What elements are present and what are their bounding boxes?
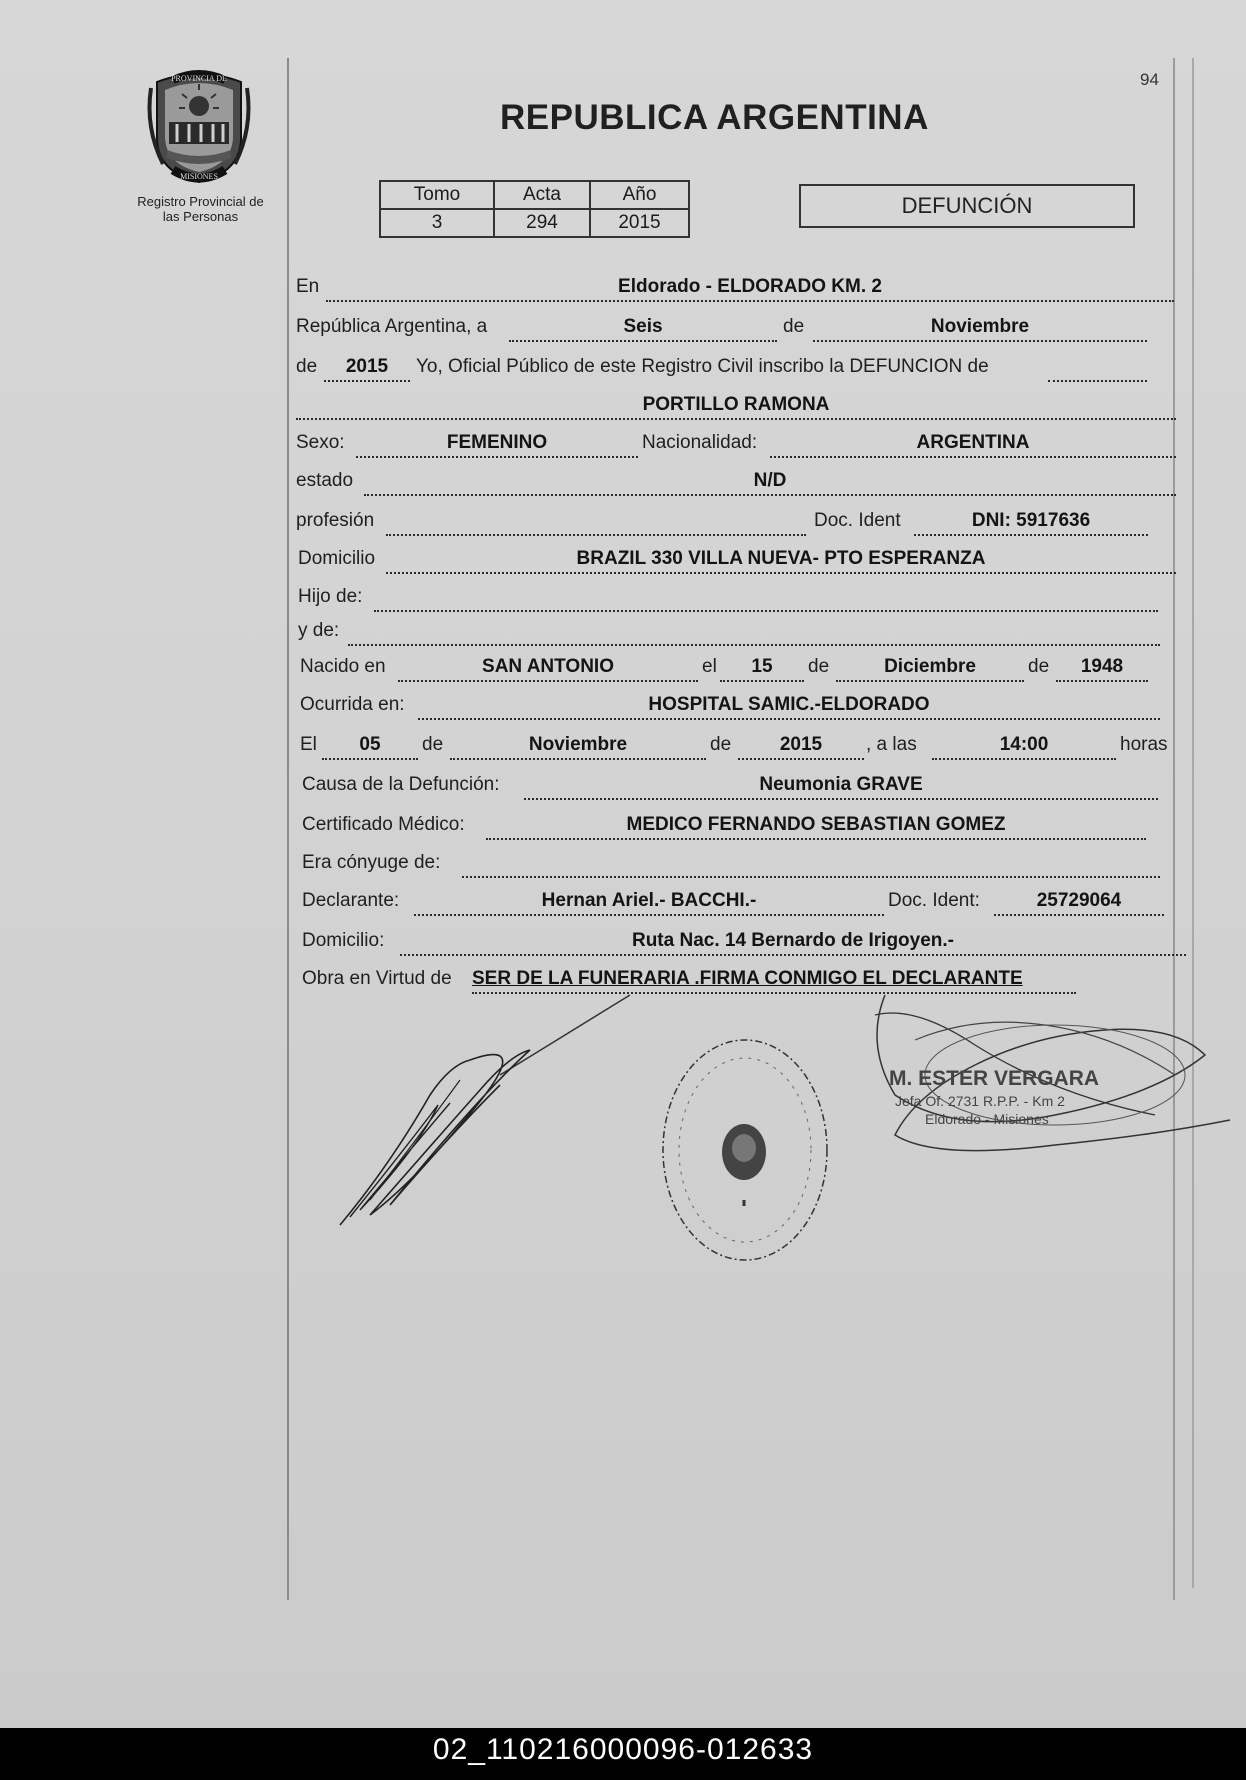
field-anio: 2015 xyxy=(324,356,410,382)
field-domicilio-2: Ruta Nac. 14 Bernardo de Irigoyen.- xyxy=(400,930,1186,956)
far-right-line xyxy=(1192,58,1194,1588)
page-number: 94 xyxy=(1140,70,1159,89)
official-name: M. ESTER VERGARA xyxy=(889,1067,1100,1090)
label-conyuge: Era cónyuge de: xyxy=(302,852,441,873)
label-de: de xyxy=(783,316,805,337)
province-seal-icon xyxy=(143,68,255,186)
field-sexo: FEMENINO xyxy=(356,432,638,458)
field-lugar: Eldorado - ELDORADO KM. 2 xyxy=(326,276,1174,302)
label-de-nac-mes: de xyxy=(808,656,830,677)
label-y-de: y de: xyxy=(298,620,340,641)
label-domicilio: Domicilio xyxy=(298,548,376,569)
field-nac-mes: Diciembre xyxy=(836,656,1024,682)
field-def-hora: 14:00 xyxy=(932,734,1116,760)
label-inscribe: Yo, Oficial Público de este Registro Civil inscribo la DEFUNCION de xyxy=(416,356,989,377)
field-nacionalidad: ARGENTINA xyxy=(770,432,1176,458)
label-nacionalidad: Nacionalidad: xyxy=(642,432,758,453)
record-type-box: DEFUNCIÓN xyxy=(799,184,1135,228)
seal-top-text: PROVINCIA DE xyxy=(171,74,227,83)
label-republica: República Argentina, a xyxy=(296,316,488,337)
field-estado: N/D xyxy=(364,470,1176,496)
field-nacido-en: SAN ANTONIO xyxy=(398,656,698,682)
label-de-def-anio: de xyxy=(710,734,732,755)
field-def-mes: Noviembre xyxy=(450,734,706,760)
field-dia: Seis xyxy=(509,316,777,342)
field-causa: Neumonia GRAVE xyxy=(524,774,1158,800)
label-horas: horas xyxy=(1120,734,1168,755)
registry-line-1: Registro Provincial de xyxy=(137,194,264,209)
field-mes: Noviembre xyxy=(813,316,1147,342)
label-certificado: Certificado Médico: xyxy=(302,814,465,835)
label-declarante: Declarante: xyxy=(302,890,400,911)
field-hijo xyxy=(374,586,1158,612)
field-doc-ident-2: 25729064 xyxy=(994,890,1164,916)
field-nac-dia: 15 xyxy=(720,656,804,682)
label-de-nac-anio: de xyxy=(1028,656,1050,677)
registry-round-stamp xyxy=(650,1030,840,1270)
field-nombre: PORTILLO RAMONA xyxy=(296,394,1176,420)
label-ocurrida: Ocurrida en: xyxy=(300,694,405,715)
label-sexo: Sexo: xyxy=(296,432,345,453)
field-def-dia: 05 xyxy=(322,734,418,760)
label-causa: Causa de la Defunción: xyxy=(302,774,500,795)
official-signature-stamp xyxy=(855,985,1235,1175)
registry-line-2: las Personas xyxy=(162,209,239,224)
document-title: REPUBLICA ARGENTINA xyxy=(500,98,929,137)
label-hijo: Hijo de: xyxy=(298,586,363,607)
field-obra: SER DE LA FUNERARIA .FIRMA CONMIGO EL DECLARANTE xyxy=(472,968,1076,994)
field-profesion xyxy=(386,510,806,536)
registry-table xyxy=(379,180,690,238)
field-def-anio: 2015 xyxy=(738,734,864,760)
official-role: Jefa Of. 2731 R.P.P. - Km 2 xyxy=(895,1093,1065,1109)
field-certificado: MEDICO FERNANDO SEBASTIAN GOMEZ xyxy=(486,814,1146,840)
field-ocurrida: HOSPITAL SAMIC.-ELDORADO xyxy=(418,694,1160,720)
label-doc-ident: Doc. Ident xyxy=(814,510,901,531)
field-blank-inscribe xyxy=(1048,356,1147,382)
acta-header: Acta xyxy=(494,181,590,209)
registry-table-header-row xyxy=(380,181,689,209)
field-domicilio: BRAZIL 330 VILLA NUEVA- PTO ESPERANZA xyxy=(386,548,1176,574)
document-id: 02_110216000096-012633 xyxy=(432,1733,814,1766)
anio-header: Año xyxy=(590,181,689,209)
field-declarante: Hernan Ariel.- BACCHI.- xyxy=(414,890,884,916)
label-el-def: El xyxy=(300,734,317,755)
label-el: el xyxy=(702,656,717,677)
tomo-header: Tomo xyxy=(380,181,494,209)
registry-table-value-row xyxy=(380,209,689,237)
field-y-de xyxy=(348,620,1160,646)
label-nacido: Nacido en xyxy=(300,656,386,677)
label-estado: estado xyxy=(296,470,354,491)
label-a-las: , a las xyxy=(866,734,917,755)
acta-value: 294 xyxy=(494,209,590,237)
label-doc-ident-2: Doc. Ident: xyxy=(888,890,980,911)
field-nac-anio: 1948 xyxy=(1056,656,1148,682)
label-de-anio: de xyxy=(296,356,318,377)
tomo-value: 3 xyxy=(380,209,494,237)
label-de-def-mes: de xyxy=(422,734,444,755)
label-obra: Obra en Virtud de xyxy=(302,968,452,989)
label-domicilio-2: Domicilio: xyxy=(302,930,385,951)
seal-bottom-text: MISIONES xyxy=(180,172,218,181)
declarant-signature xyxy=(330,985,650,1235)
field-doc-ident: DNI: 5917636 xyxy=(914,510,1148,536)
field-conyuge xyxy=(462,852,1160,878)
official-place: Eldorado - Misiones xyxy=(925,1111,1049,1127)
label-en: En xyxy=(296,276,320,297)
label-profesion: profesión xyxy=(296,510,375,531)
anio-value: 2015 xyxy=(590,209,689,237)
registry-label xyxy=(118,194,283,224)
left-margin-line xyxy=(287,58,289,1600)
